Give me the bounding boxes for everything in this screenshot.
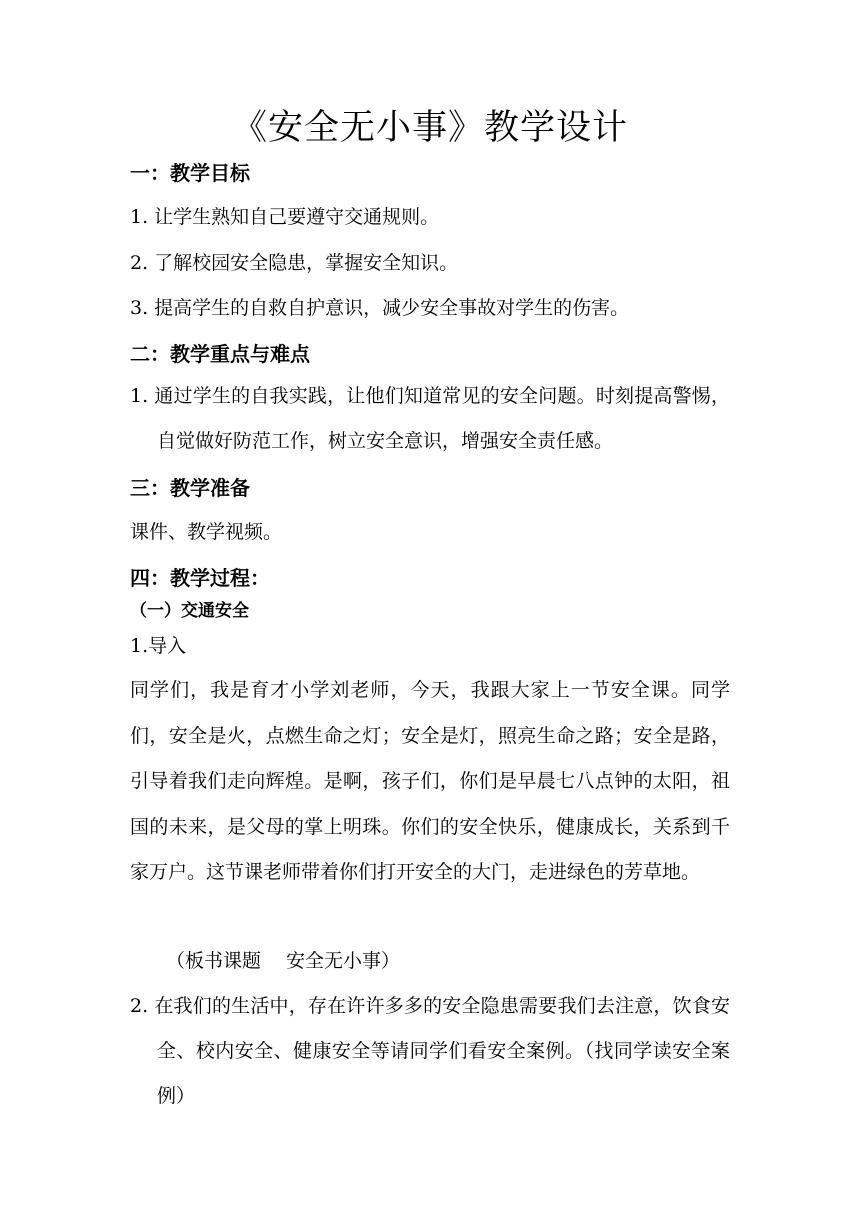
document-title: 《安全无小事》教学设计	[231, 108, 628, 148]
preparation-text: 课件、教学视频。	[130, 521, 283, 543]
section-heading-process: 四：教学过程：	[130, 566, 270, 590]
objective-item-1: 1. 让学生熟知自己要遵守交通规则。	[130, 206, 440, 228]
board-note: （板书课题 安全无小事）	[166, 950, 401, 972]
process-step-2: 2. 在我们的生活中，存在许许多多的安全隐患需要我们去注意，饮食安全、校内安全、健康安全等请同学们看安全案例。（找同学读安全案例）	[130, 995, 730, 1107]
process-subheading-traffic: （一）交通安全	[130, 601, 249, 621]
section-heading-preparation: 三：教学准备	[130, 476, 250, 500]
section-heading-objectives: 一：教学目标	[130, 161, 250, 185]
process-step-1-label: 1.导入	[130, 635, 187, 657]
objective-item-2: 2. 了解校园安全隐患，掌握安全知识。	[130, 252, 459, 274]
key-point-item-1: 1. 通过学生的自我实践，让他们知道常见的安全问题。时刻提高警惕，自觉做好防范工作，树立安全意识，增强安全责任感。	[130, 385, 730, 452]
section-heading-key-points: 二：教学重点与难点	[130, 342, 310, 366]
intro-paragraph: 同学们，我是育才小学刘老师，今天，我跟大家上一节安全课。同学们，安全是火，点燃生命之灯；安全是灯，照亮生命之路；安全是路，引导着我们走向辉煌。是啊，孩子们，你们是早晨七八点钟的太阳，祖国的未来，是父母的掌上明珠。你们的安全快乐，健康成长，关系到千家万户。这节课老师带着你们打开安全的大门，走进绿色的芳草地。	[130, 679, 730, 883]
objective-item-3: 3. 提高学生的自救自护意识，减少安全事故对学生的伤害。	[130, 297, 630, 319]
